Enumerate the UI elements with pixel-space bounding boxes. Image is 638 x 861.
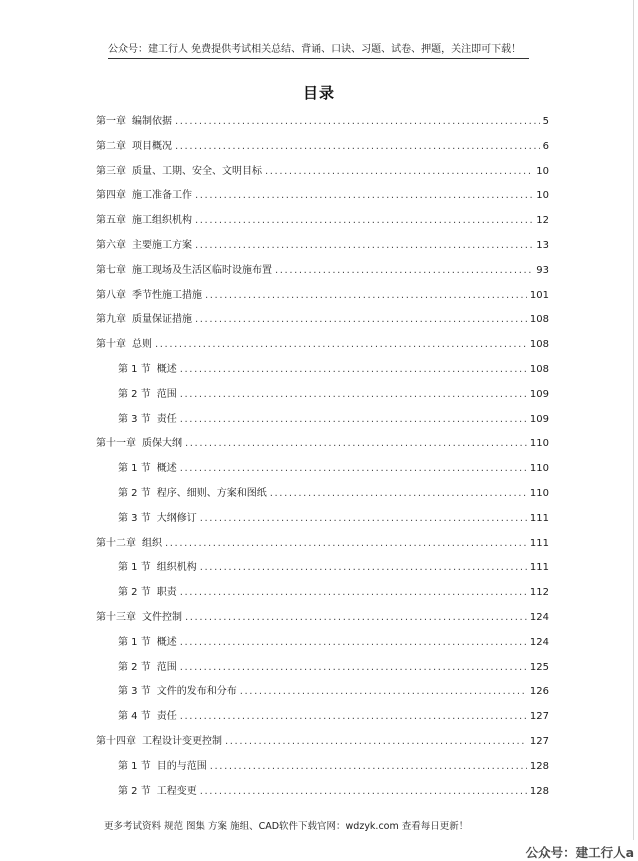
toc-entry-label: 概述 — [156, 463, 177, 475]
toc-entry-page: 110 — [529, 487, 549, 499]
toc-entry-page: 108 — [529, 339, 549, 351]
page-title: 目录 — [302, 84, 335, 102]
toc-chapter-entry[interactable] — [96, 606, 549, 631]
toc-chapter-entry[interactable] — [96, 110, 549, 135]
toc-entry-label: 工程设计变更控制 — [142, 735, 222, 747]
toc-chapter-entry[interactable] — [96, 432, 549, 457]
toc-entry-page: 110 — [529, 463, 549, 475]
toc-section-entry[interactable] — [96, 631, 549, 656]
toc-entry-page: 112 — [529, 587, 549, 599]
toc-entry-label: 文件控制 — [142, 611, 182, 623]
toc-entry-page: 128 — [529, 785, 549, 797]
footer-banner: 更多考试资料 规范 图集 方案 施组、CAD软件下载官网：wdzyk.com 查看每日更新！ — [104, 821, 469, 832]
toc-dot-leader — [175, 110, 540, 135]
toc-section-entry[interactable] — [96, 680, 549, 705]
toc-section-entry[interactable] — [96, 581, 549, 606]
toc-dot-leader — [200, 556, 527, 581]
toc-entry-page: 109 — [529, 413, 549, 425]
toc-entry-number: 第 2 节 — [118, 587, 151, 599]
toc-entry-label: 施工准备工作 — [132, 190, 192, 202]
toc-section-entry[interactable] — [96, 482, 549, 507]
toc-entry-number: 第 3 节 — [118, 413, 151, 425]
toc-dot-leader — [185, 606, 527, 631]
toc-dot-leader — [195, 184, 533, 209]
toc-entry-label: 组织 — [142, 537, 162, 549]
toc-entry-label: 施工组织机构 — [132, 215, 192, 227]
toc-entry-number: 第二章 — [96, 140, 126, 152]
toc-section-entry[interactable] — [96, 457, 549, 482]
toc-chapter-entry[interactable] — [96, 184, 549, 209]
toc-dot-leader — [155, 333, 527, 358]
toc-dot-leader — [195, 209, 533, 234]
toc-entry-label: 施工现场及生活区临时设施布置 — [132, 264, 272, 276]
toc-entry-number: 第 3 节 — [118, 512, 151, 524]
toc-chapter-entry[interactable] — [96, 308, 549, 333]
toc-section-entry[interactable] — [96, 358, 549, 383]
toc-chapter-entry[interactable] — [96, 160, 549, 185]
toc-entry-label: 程序、细则、方案和图纸 — [156, 487, 267, 499]
toc-entry-number: 第八章 — [96, 289, 126, 301]
toc-entry-page: 125 — [529, 661, 549, 673]
toc-entry-label: 季节性施工措施 — [132, 289, 202, 301]
toc-chapter-entry[interactable] — [96, 730, 549, 755]
toc-entry-number: 第十三章 — [96, 611, 136, 623]
toc-entry-number: 第 1 节 — [118, 760, 151, 772]
toc-entry-page: 108 — [529, 314, 549, 326]
toc-entry-page: 124 — [529, 636, 549, 648]
toc-dot-leader — [180, 457, 527, 482]
toc-dot-leader — [200, 507, 527, 532]
toc-section-entry[interactable] — [96, 556, 549, 581]
toc-entry-number: 第 1 节 — [118, 363, 151, 375]
toc-entry-label: 概述 — [156, 363, 177, 375]
toc-entry-page: 108 — [529, 363, 549, 375]
toc-entry-label: 目的与范围 — [156, 760, 207, 772]
toc-chapter-entry[interactable] — [96, 234, 549, 259]
toc-entry-number: 第 2 节 — [118, 388, 151, 400]
toc-entry-page: 101 — [529, 289, 549, 301]
toc-entry-page: 111 — [529, 537, 549, 549]
header-rule — [108, 58, 529, 59]
toc-entry-number: 第 2 节 — [118, 487, 151, 499]
toc-entry-label: 责任 — [156, 711, 177, 723]
toc-entry-number: 第 1 节 — [118, 636, 151, 648]
toc-entry-number: 第 3 节 — [118, 686, 151, 698]
toc-entry-label: 质保大纲 — [142, 438, 182, 450]
toc-chapter-entry[interactable] — [96, 209, 549, 234]
toc-entry-label: 质量、工期、安全、文明目标 — [132, 165, 262, 177]
toc-entry-number: 第六章 — [96, 239, 126, 251]
toc-entry-page: 128 — [529, 760, 549, 772]
toc-entry-label: 概述 — [156, 636, 177, 648]
toc-entry-label: 组织机构 — [156, 562, 197, 574]
toc-entry-page: 12 — [536, 215, 549, 227]
toc-dot-leader — [180, 383, 527, 408]
toc-entry-page: 6 — [542, 140, 549, 152]
toc-entry-label: 项目概况 — [132, 140, 172, 152]
toc-entry-number: 第七章 — [96, 264, 126, 276]
toc-entry-label: 主要施工方案 — [132, 239, 192, 251]
page-edge — [633, 0, 634, 840]
toc-entry-page: 111 — [529, 512, 549, 524]
toc-entry-page: 124 — [529, 611, 549, 623]
toc-dot-leader — [200, 780, 527, 805]
toc-dot-leader — [180, 631, 527, 656]
toc-entry-number: 第十四章 — [96, 735, 136, 747]
toc-dot-leader — [180, 656, 527, 681]
toc-entry-label: 编制依据 — [132, 116, 172, 127]
toc-dot-leader — [175, 135, 540, 160]
toc-dot-leader — [180, 408, 527, 433]
toc-dot-leader — [275, 259, 533, 284]
toc-dot-leader — [270, 482, 527, 507]
toc-entry-label: 职责 — [156, 587, 177, 599]
toc-entry-label: 总则 — [132, 339, 152, 351]
toc-entry-number: 第十二章 — [96, 537, 136, 549]
toc-entry-label: 工程变更 — [156, 785, 197, 797]
toc-dot-leader — [180, 581, 527, 606]
toc-entry-number: 第一章 — [96, 116, 126, 127]
toc-entry-page: 13 — [536, 239, 549, 251]
toc-entry-number: 第十一章 — [96, 438, 136, 450]
toc-dot-leader — [265, 160, 533, 185]
toc-entry-page: 127 — [529, 711, 549, 723]
toc-entry-number: 第 4 节 — [118, 711, 151, 723]
toc-dot-leader — [180, 705, 527, 730]
toc-entry-page: 93 — [536, 264, 549, 276]
toc-entry-label: 责任 — [156, 413, 177, 425]
toc-entry-label: 文件的发布和分布 — [156, 686, 237, 698]
toc-dot-leader — [210, 755, 527, 780]
toc-section-entry[interactable] — [96, 507, 549, 532]
toc-entry-page: 109 — [529, 388, 549, 400]
toc-entry-number: 第九章 — [96, 314, 126, 326]
toc-section-entry[interactable] — [96, 656, 549, 681]
table-of-contents — [96, 110, 549, 804]
toc-entry-number: 第三章 — [96, 165, 126, 177]
toc-entry-number: 第 2 节 — [118, 661, 151, 673]
toc-dot-leader — [240, 680, 527, 705]
toc-entry-page: 126 — [529, 686, 549, 698]
toc-chapter-entry[interactable] — [96, 284, 549, 309]
toc-section-entry[interactable] — [96, 755, 549, 780]
toc-section-entry[interactable] — [96, 408, 549, 433]
toc-dot-leader — [205, 284, 527, 309]
toc-entry-number: 第五章 — [96, 215, 126, 227]
toc-dot-leader — [195, 234, 533, 259]
toc-dot-leader — [225, 730, 527, 755]
toc-entry-page: 5 — [542, 116, 549, 127]
toc-entry-page: 127 — [529, 735, 549, 747]
toc-chapter-entry[interactable] — [96, 259, 549, 284]
toc-entry-page: 10 — [536, 190, 549, 202]
toc-entry-number: 第 1 节 — [118, 463, 151, 475]
toc-entry-label: 范围 — [156, 661, 177, 673]
toc-chapter-entry[interactable] — [96, 532, 549, 557]
toc-entry-page: 10 — [536, 165, 549, 177]
toc-entry-number: 第 1 节 — [118, 562, 151, 574]
toc-dot-leader — [165, 532, 527, 557]
toc-section-entry[interactable] — [96, 780, 549, 805]
toc-section-entry[interactable] — [96, 705, 549, 730]
toc-entry-label: 质量保证措施 — [132, 314, 192, 326]
toc-entry-number: 第十章 — [96, 339, 126, 351]
toc-chapter-entry[interactable] — [96, 333, 549, 358]
toc-entry-page: 111 — [529, 562, 549, 574]
toc-entry-number: 第四章 — [96, 190, 126, 202]
header-banner: 公众号：建工行人 免费提供考试相关总结、背诵、口诀、习题、试卷、押题，关注即可下载！ — [108, 44, 522, 55]
watermark: 公众号：建工行人a — [525, 845, 634, 860]
toc-section-entry[interactable] — [96, 383, 549, 408]
toc-entry-label: 大纲修订 — [156, 512, 197, 524]
toc-entry-number: 第 2 节 — [118, 785, 151, 797]
toc-entry-label: 范围 — [156, 388, 177, 400]
toc-dot-leader — [180, 358, 527, 383]
toc-entry-page: 110 — [529, 438, 549, 450]
toc-dot-leader — [185, 432, 527, 457]
toc-chapter-entry[interactable] — [96, 135, 549, 160]
toc-dot-leader — [195, 308, 527, 333]
